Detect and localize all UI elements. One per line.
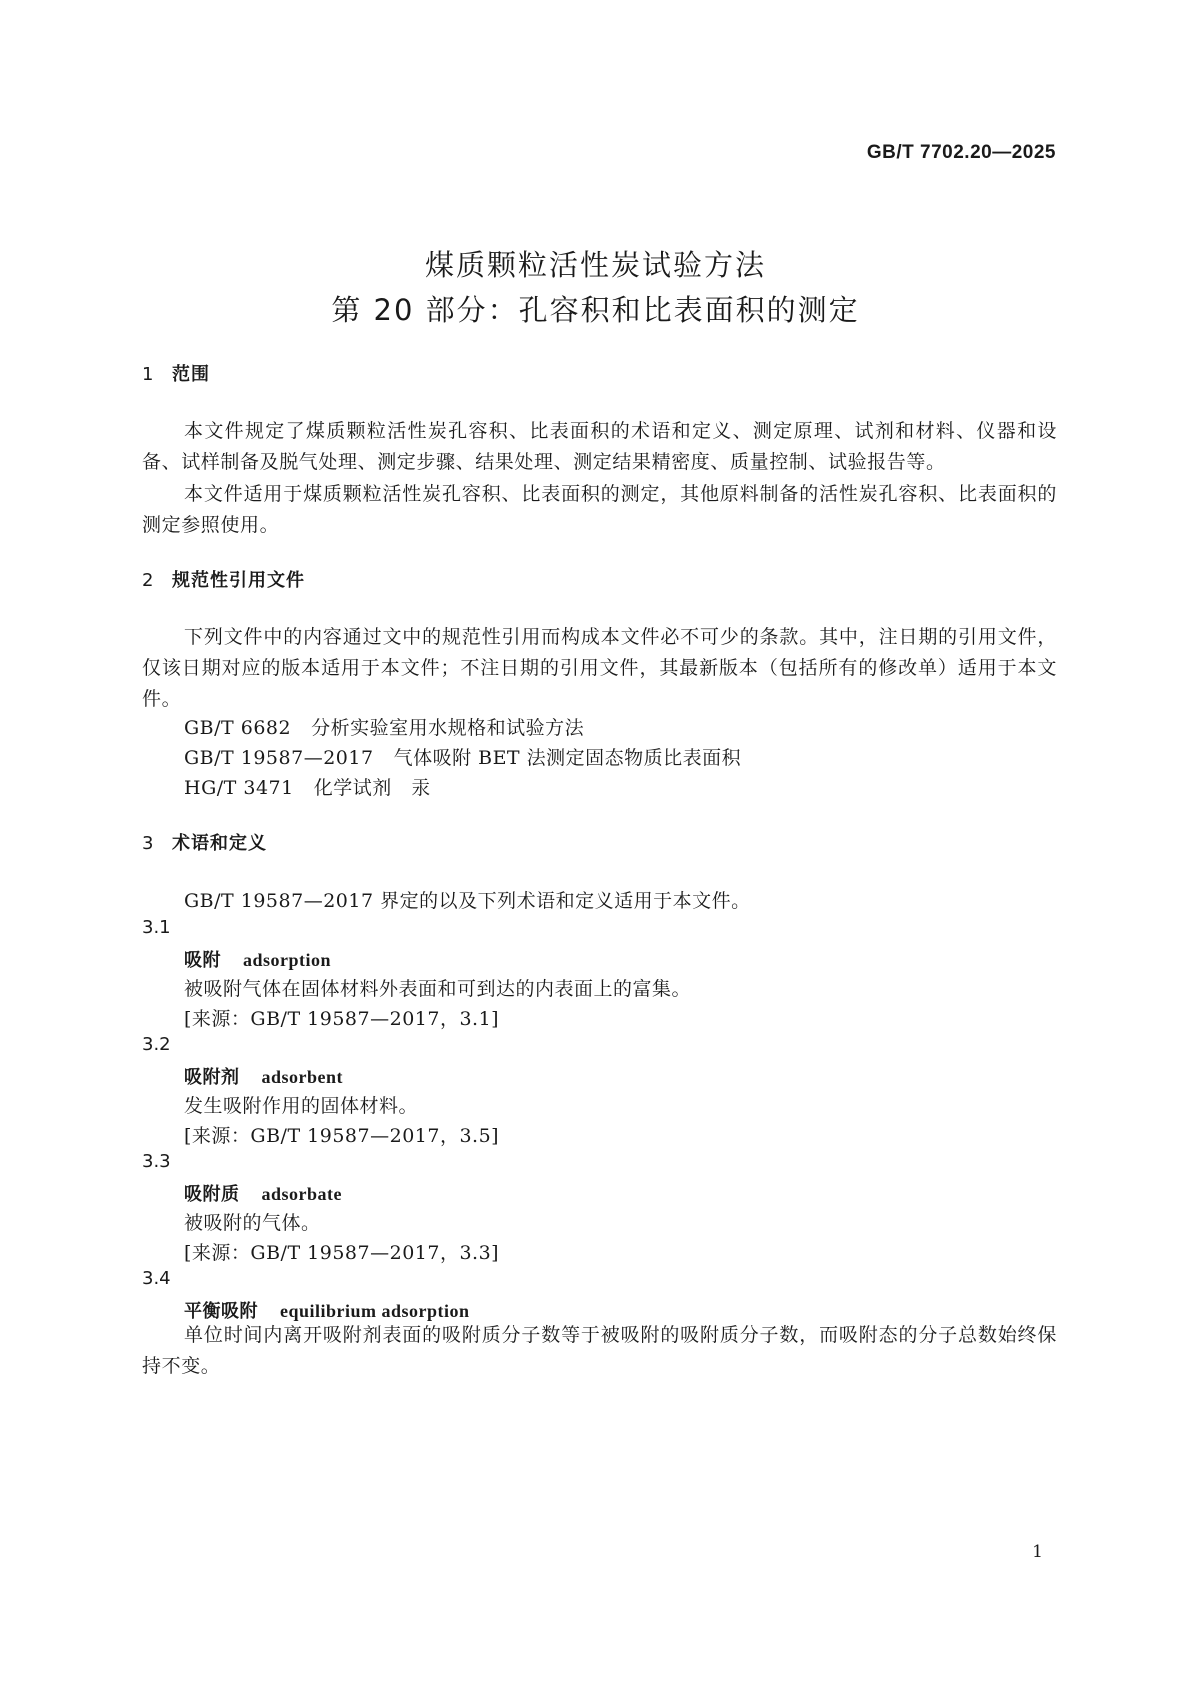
document-title-line1: 煤质颗粒活性炭试验方法 bbox=[424, 248, 766, 282]
term-zh: 吸附 bbox=[184, 950, 221, 971]
term-definition: 被吸附气体在固体材料外表面和可到达的内表面上的富集。 bbox=[184, 978, 692, 1000]
term-number: 3.3 bbox=[142, 1151, 171, 1172]
document-title-line2: 第 20 部分：孔容积和比表面积的测定 bbox=[331, 293, 860, 327]
term-source: [来源：GB/T 19587—2017，3.1] bbox=[184, 1008, 500, 1030]
term-number: 3.2 bbox=[142, 1034, 171, 1055]
reference-item bbox=[184, 743, 741, 770]
reference-code: HG/T 3471 bbox=[184, 777, 294, 799]
term-name bbox=[184, 1063, 343, 1089]
term-en: adsorbate bbox=[261, 1184, 342, 1204]
section-number: 1 bbox=[142, 364, 155, 385]
section-2-paragraph-1: 下列文件中的内容通过文中的规范性引用而构成本文件必不可少的条款。其中，注日期的引用文件，仅该日期对应的版本适用于本文件；不注日期的引用文件，其最新版本（包括所有的修改单）适用于本文件。 bbox=[142, 626, 1057, 710]
section-1-heading bbox=[142, 360, 210, 386]
reference-item bbox=[184, 773, 431, 800]
section-title: 范围 bbox=[172, 364, 210, 385]
reference-title: 气体吸附 BET 法测定固态物质比表面积 bbox=[393, 747, 742, 769]
standard-code: GB/T 7702.20—2025 bbox=[866, 142, 1056, 163]
reference-title: 化学试剂 汞 bbox=[313, 777, 431, 799]
term-number: 3.4 bbox=[142, 1268, 171, 1289]
term-zh: 吸附剂 bbox=[184, 1067, 240, 1088]
term-en: adsorbent bbox=[261, 1067, 344, 1087]
term-source: [来源：GB/T 19587—2017，3.3] bbox=[184, 1242, 500, 1264]
term-zh: 吸附质 bbox=[184, 1184, 240, 1205]
reference-title: 分析实验室用水规格和试验方法 bbox=[311, 717, 585, 739]
term-name bbox=[184, 1180, 342, 1206]
term-en: equilibrium adsorption bbox=[280, 1301, 470, 1321]
section-3-intro: GB/T 19587—2017 界定的以及下列术语和定义适用于本文件。 bbox=[184, 890, 751, 912]
section-number: 3 bbox=[142, 833, 155, 854]
term-source: [来源：GB/T 19587—2017，3.5] bbox=[184, 1125, 500, 1147]
term-name bbox=[184, 946, 331, 972]
term-zh: 平衡吸附 bbox=[184, 1301, 258, 1322]
term-definition: 被吸附的气体。 bbox=[184, 1212, 321, 1234]
section-title: 术语和定义 bbox=[172, 833, 267, 854]
term-en: adsorption bbox=[243, 950, 332, 970]
term-definition: 单位时间内离开吸附剂表面的吸附质分子数等于被吸附的吸附质分子数，而吸附态的分子总数始终保持不变。 bbox=[142, 1324, 1057, 1377]
term-number: 3.1 bbox=[142, 917, 171, 938]
section-3-heading bbox=[142, 829, 267, 855]
section-1-paragraph-1: 本文件规定了煤质颗粒活性炭孔容积、比表面积的术语和定义、测定原理、试剂和材料、仪器和设备、试样制备及脱气处理、测定步骤、结果处理、测定结果精密度、质量控制、试验报告等。 bbox=[142, 420, 1057, 473]
section-number: 2 bbox=[142, 570, 155, 591]
reference-item bbox=[184, 713, 584, 740]
term-definition: 发生吸附作用的固体材料。 bbox=[184, 1095, 419, 1117]
page-number: 1 bbox=[1032, 1542, 1043, 1562]
section-1-paragraph-2: 本文件适用于煤质颗粒活性炭孔容积、比表面积的测定，其他原料制备的活性炭孔容积、比表面积的测定参照使用。 bbox=[142, 483, 1057, 536]
reference-code: GB/T 19587—2017 bbox=[184, 747, 374, 769]
section-title: 规范性引用文件 bbox=[172, 570, 305, 591]
section-2-heading bbox=[142, 566, 305, 592]
reference-code: GB/T 6682 bbox=[184, 717, 292, 739]
